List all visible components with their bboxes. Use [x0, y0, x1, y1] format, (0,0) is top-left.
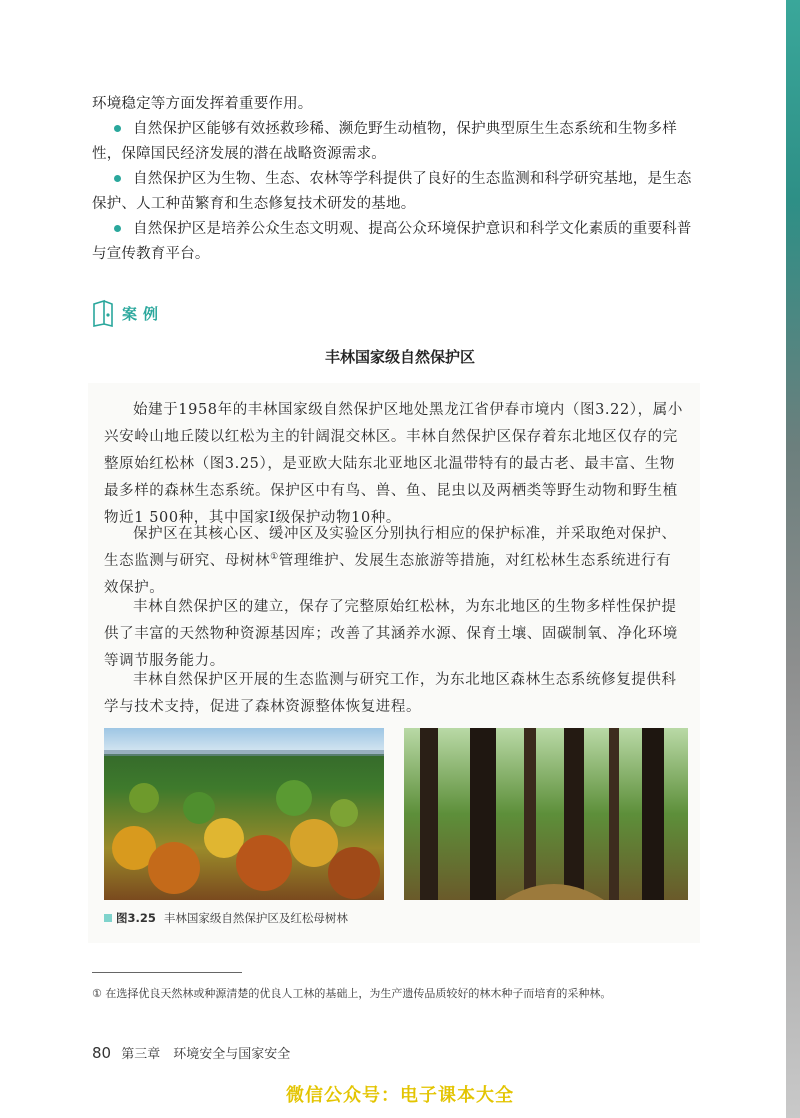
case-header — [92, 298, 164, 328]
case-paragraph: 丰林自然保护区的建立，保存了完整原始红松林，为东北地区的生物多样性保护提供了丰富的天然物种资源基因库；改善了其涵养水源、保育土壤、固碳制氧、净化环境等调节服务能力。 — [104, 599, 678, 669]
footnote-marker[interactable]: ① — [270, 552, 279, 563]
case-paragraph: 丰林自然保护区开展的生态监测与研究工作，为东北地区森林生态系统修复提供科学与技术支持，促进了森林资源整体恢复进程。 — [104, 672, 677, 715]
figure-caption-text: 丰林国家级自然保护区及红松母树林 — [163, 911, 348, 925]
case-book-icon — [92, 299, 114, 327]
case-label: 案例 — [122, 304, 165, 323]
bullet-dot-icon — [114, 175, 121, 182]
page-number: 80 — [92, 1044, 112, 1062]
figure-caption — [104, 910, 348, 926]
footnote-divider — [92, 972, 242, 973]
figure-label: 图3.25 — [116, 911, 156, 925]
bullet-item: 自然保护区是培养公众生态文明观、提高公众环境保护意识和科学文化素质的重要科普与宣传教育平台。 — [92, 221, 692, 262]
bullet-item: 自然保护区能够有效拯救珍稀、濒危野生动植物，保护典型原生生态系统和生物多样性，保障国民经济发展的潜在战略资源需求。 — [92, 121, 677, 162]
chapter-title: 第三章 环境安全与国家安全 — [121, 1047, 291, 1062]
footnote: ① 在选择优良天然林或种源清楚的优良人工林的基础上，为生产遗传品质较好的林木种子而培育的采种林。 — [92, 987, 612, 1000]
page-footer — [92, 1043, 290, 1062]
bullet-item: 自然保护区为生物、生态、农林等学科提供了良好的生态监测和科学研究基地，是生态保护、人工种苗繁育和生态修复技术研发的基地。 — [92, 171, 692, 212]
watermark: 微信公众号：电子课本大全 — [286, 1085, 514, 1106]
case-title: 丰林国家级自然保护区 — [324, 348, 475, 366]
bullet-dot-icon — [114, 125, 121, 132]
bullet-dot-icon — [114, 225, 121, 232]
pine-forest-photo — [404, 728, 688, 900]
case-paragraph: 始建于1958年的丰林国家级自然保护区地处黑龙江省伊春市境内（图3.22），属小兴安岭山地丘陵以红松为主的针阔混交林区。丰林自然保护区保存着东北地区仅存的完整原始红松林（图3.25），是亚欧大陆东北亚地区北温带特有的最古老、最丰富、生物最多样的森林生态系统。保护区中有鸟、兽、鱼、昆虫以及两栖类等野生动物和野生植物近1 500种，其中国家Ⅰ级保护动物10种。 — [104, 402, 683, 526]
forest-aerial-photo — [104, 728, 384, 900]
intro-line: 环境稳定等方面发挥着重要作用。 — [92, 96, 313, 112]
page-edge-strip — [786, 0, 800, 1118]
caption-marker-icon — [104, 914, 112, 922]
case-paragraph: 保护区在其核心区、缓冲区及实验区分别执行相应的保护标准，并采取绝对保护、生态监测与研究、母树林①管理维护、发展生态旅游等措施，对红松林生态系统进行有效保护。 — [104, 526, 677, 596]
